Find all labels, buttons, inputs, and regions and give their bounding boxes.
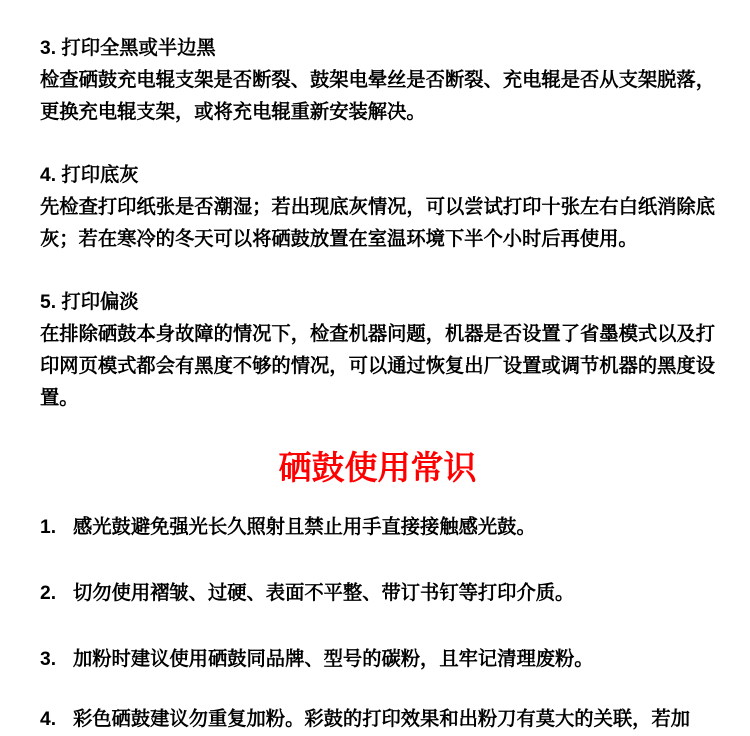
list-item-text: 切勿使用褶皱、过硬、表面不平整、带订书钉等打印介质。 [73, 583, 575, 604]
section-heading: 3. 打印全黑或半边黑 [40, 38, 216, 59]
list-item-number: 1. [40, 517, 57, 538]
section-body: 先检查打印纸张是否潮湿；若出现底灰情况，可以尝试打印十张左右白纸消除底灰；若在寒冷的冬天可以将硒鼓放置在室温环境下半个小时后再使用。 [40, 197, 715, 250]
section-body: 在排除硒鼓本身故障的情况下，检查机器问题，机器是否设置了省墨模式以及打印网页模式都会有黑度不够的情况，可以通过恢复出厂设置或调节机器的黑度设置。 [40, 324, 715, 409]
list-item [40, 704, 715, 736]
troubleshooting-section-print-all-black [40, 33, 715, 129]
list-item [40, 644, 715, 676]
section-body: 检查硒鼓充电辊支架是否断裂、鼓架电晕丝是否断裂、充电辊是否从支架脱落，更换充电辊支架，或将充电辊重新安装解决。 [40, 70, 715, 123]
list-item-number: 3. [40, 649, 57, 670]
list-item [40, 512, 715, 544]
troubleshooting-section-gray-background [40, 160, 715, 256]
list-item-text: 加粉时建议使用硒鼓同品牌、型号的碳粉，且牢记清理废粉。 [73, 649, 594, 670]
list-item-number: 4. [40, 709, 57, 730]
section-heading: 4. 打印底灰 [40, 165, 139, 186]
list-item-number: 2. [40, 583, 57, 604]
troubleshooting-section-light-print [40, 287, 715, 415]
list-item [40, 578, 715, 610]
tips-list [40, 512, 715, 736]
page-title: 硒鼓使用常识 [278, 449, 477, 486]
list-item-text: 感光鼓避免强光长久照射且禁止用手直接接触感光鼓。 [73, 517, 536, 538]
section-heading: 5. 打印偏淡 [40, 292, 139, 313]
list-item-text: 彩色硒鼓建议勿重复加粉。彩鼓的打印效果和出粉刀有莫大的关联，若加 [73, 709, 690, 730]
